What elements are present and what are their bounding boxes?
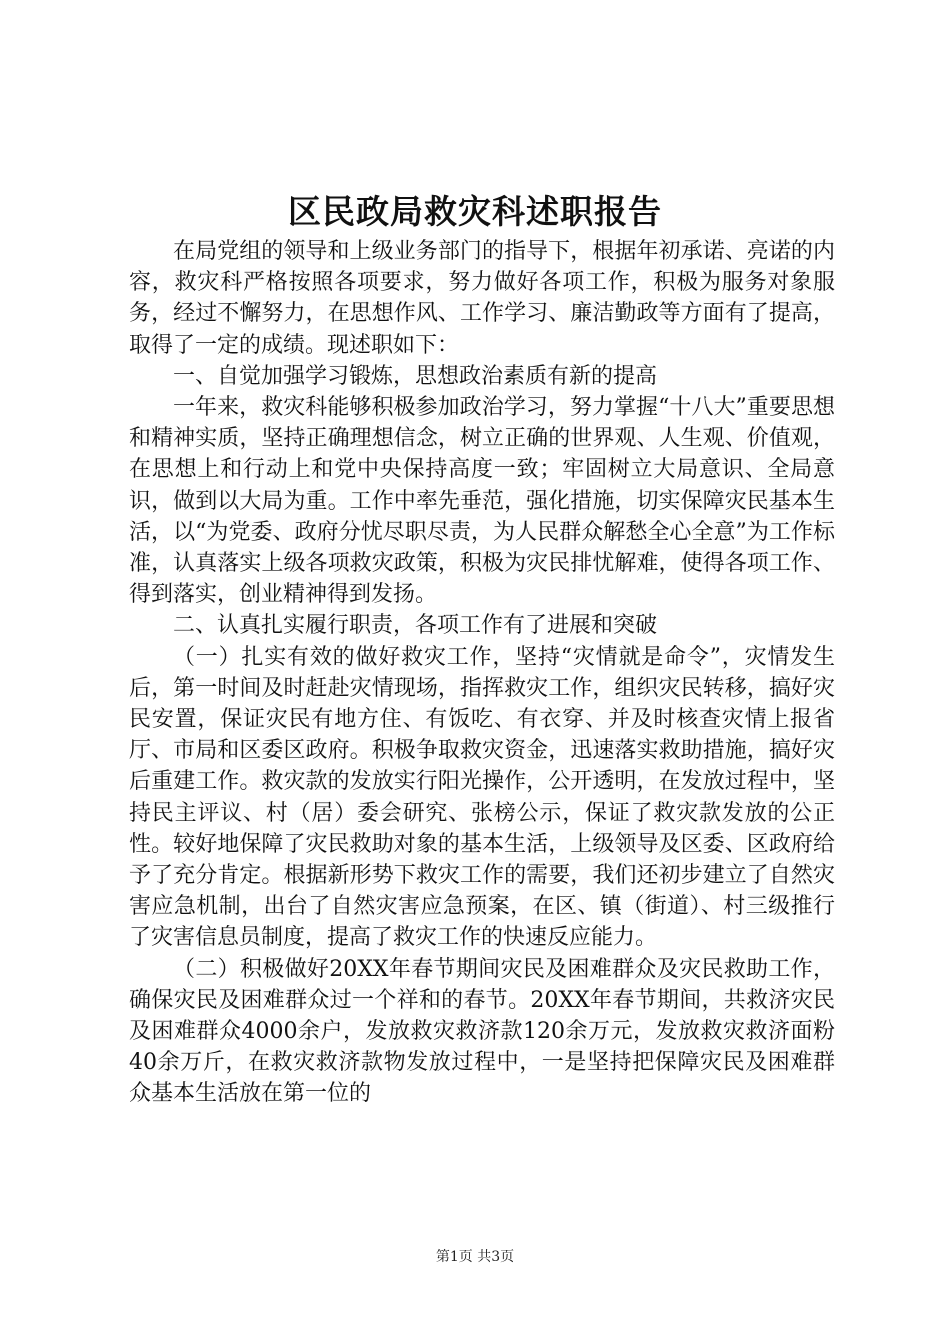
section-heading-2: 二、认真扎实履行职责，各项工作有了进展和突破: [173, 613, 658, 639]
document-title: 区民政局救灾科述职报告: [288, 192, 662, 231]
section-heading-1: 一、自觉加强学习锻炼，思想政治素质有新的提高: [173, 363, 658, 389]
paragraph-subsection-2: （二）积极做好20XX年春节期间灾民及困难群众及灾民救助工作，确保灾民及困难群众过一个祥和的春节。20XX年春节期间，共救济灾民及困难群众4000余户，发放救灾救济款120余万元，发放救灾救济面粉40余万斤，在救灾救济款物发放过程中，一是坚持把保障灾民及困难群众基本生活放在第一位的: [129, 956, 835, 1107]
document-body: [129, 236, 835, 1110]
paragraph-section-1: 一年来，救灾科能够积极参加政治学习，努力掌握“十八大”重要思想和精神实质，坚持正确理想信念，树立正确的世界观、人生观、价值观，在思想上和行动上和党中央保持高度一致；牢固树立大局意识、全局意识，做到以大局为重。工作中率先垂范，强化措施，切实保障灾民基本生活，以“为党委、政府分忧尽职尽责，为人民群众解愁全心全意”为工作标准，认真落实上级各项救灾政策，积极为灾民排忧解难，使得各项工作、得到落实，创业精神得到发扬。: [129, 395, 835, 608]
paragraph-subsection-1: （一）扎实有效的做好救灾工作，坚持“灾情就是命令”，灾情发生后，第一时间及时赶赴灾情现场，指挥救灾工作，组织灾民转移，搞好灾民安置，保证灾民有地方住、有饭吃、有衣穿、并及时核查灾情上报省厅、市局和区委区政府。积极争取救灾资金，迅速落实救助措施，搞好灾后重建工作。救灾款的发放实行阳光操作，公开透明，在发放过程中，坚持民主评议、村（居）委会研究、张榜公示，保证了救灾款发放的公正性。较好地保障了灾民救助对象的基本生活，上级领导及区委、区政府给予了充分肯定。根据新形势下救灾工作的需要，我们还初步建立了自然灾害应急机制，出台了自然灾害应急预案，在区、镇（街道）、村三级推行了灾害信息员制度，提高了救灾工作的快速反应能力。: [129, 644, 835, 951]
page-number-footer: 第1页 共3页: [435, 1249, 515, 1265]
paragraph-intro: 在局党组的领导和上级业务部门的指导下，根据年初承诺、亮诺的内容，救灾科严格按照各项要求，努力做好各项工作，积极为服务对象服务，经过不懈努力，在思想作风、工作学习、廉洁勤政等方面有了提高，取得了一定的成绩。现述职如下：: [129, 239, 835, 358]
